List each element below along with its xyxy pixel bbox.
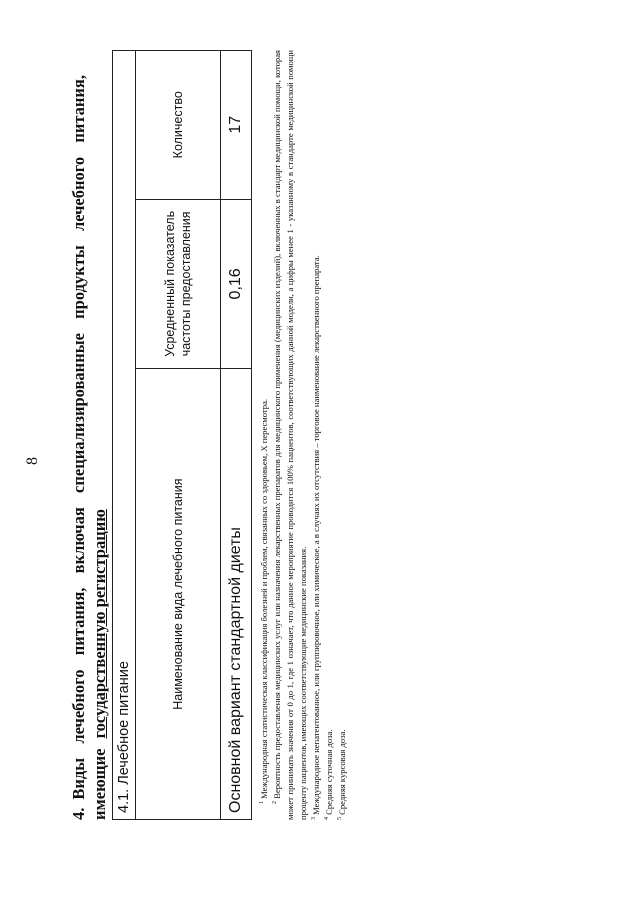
cell-frequency: 0,16 — [221, 199, 252, 369]
footnote-mark: 5 — [337, 817, 344, 820]
footnote-text: Международная статистическая классификация болезней и проблем, связанных со здоровьем, X пересмотра. — [259, 398, 269, 799]
footnote-text: Средняя курсовая доза. — [337, 729, 347, 815]
footnotes — [258, 50, 349, 820]
section-heading — [68, 75, 110, 820]
footnote-mark: 4 — [324, 817, 331, 820]
cell-quantity: 17 — [221, 51, 252, 200]
footnote-text: Средняя суточная доза. — [324, 729, 334, 815]
footnote-text: Вероятность предоставления медицинских услуг или назначения лекарственных препаратов для медицинского применения (медицинских изделий), включенных в стандарт медицинской помощи, которая может принимать значения от 0 до 1, где 1 означает, что данное мероприятие проводится 100% пациентов, соответствующих данной модели, а цифры менее 1 - указанному в стандарте медицинской помощи проценту пациентов, имеющих соответствующие медицинские показания. — [272, 50, 308, 820]
table-caption: 4.1. Лечебное питание — [113, 51, 136, 820]
section-title: Виды лечебного питания, включая специализированные продукты лечебного питания, имеющие — [69, 75, 109, 820]
header-name: Наименование вида лечебного питания — [136, 369, 221, 820]
section-title-tail: государственную регистрацию — [90, 509, 109, 739]
section-number: 4. — [69, 807, 88, 820]
header-quantity: Количество — [136, 51, 221, 200]
table-row — [221, 51, 252, 820]
footnote-mark: 3 — [311, 817, 318, 820]
diet-table — [112, 50, 252, 820]
cell-name: Основной вариант стандартной диеты — [221, 369, 252, 820]
page-number: 8 — [24, 457, 41, 465]
footnote-mark: 1 — [259, 801, 266, 804]
table-caption-row — [113, 51, 136, 820]
table-header-row — [136, 51, 221, 820]
footnote-5 — [336, 50, 349, 820]
footnote-3 — [310, 50, 323, 820]
header-frequency: Усредненный показатель частоты предоставления — [136, 199, 221, 369]
footnote-text: Международное непатентованное, или группировочное, или химическое, а в случаях их отсутствия – торговое наименование лекарственного препарата. — [311, 255, 321, 815]
footnote-2 — [271, 50, 310, 820]
footnote-1 — [258, 50, 271, 820]
footnote-mark: 2 — [272, 801, 279, 804]
footnote-4 — [323, 50, 336, 820]
